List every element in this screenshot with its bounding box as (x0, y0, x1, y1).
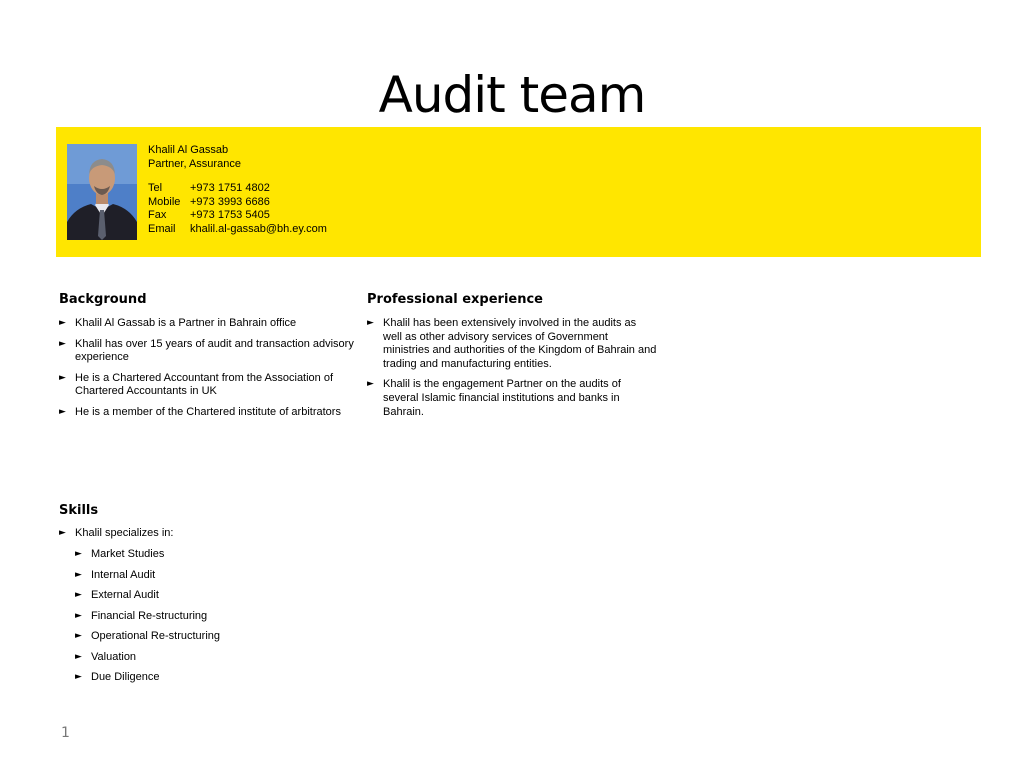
email-link[interactable]: khalil.al-gassab@bh.ey.com (190, 223, 327, 236)
skills-heading: Skills (59, 503, 99, 518)
contact-row-mobile (148, 196, 327, 210)
contact-label: Email (148, 223, 176, 236)
skills-intro-list (59, 527, 359, 548)
profile-role: Partner, Assurance (148, 158, 241, 170)
background-list (59, 317, 354, 427)
contact-card (148, 143, 327, 237)
skill-item: ► Financial Re-structuring (75, 610, 355, 631)
list-item: ► Khalil specializes in: (59, 527, 359, 541)
list-item: ► Khalil has over 15 years of audit and transaction advisory experience (59, 338, 354, 365)
contact-label: Fax (148, 209, 167, 222)
skill-item: ► Internal Audit (75, 569, 355, 590)
contact-row-fax (148, 209, 327, 223)
list-item: ► He is a Chartered Accountant from the Association of Chartered Accountants in UK (59, 372, 354, 399)
contact-table (148, 182, 327, 237)
list-item: ► Khalil is the engagement Partner on the audits of several Islamic financial institutions and banks in Bahrain. (367, 378, 657, 419)
contact-row-email (148, 223, 327, 237)
skill-item: ► Operational Re-structuring (75, 630, 355, 651)
contact-label: Tel (148, 182, 163, 194)
experience-list (367, 317, 657, 426)
contact-value: +973 1753 5405 (190, 209, 270, 222)
list-item: ► Khalil has been extensively involved in the audits as well as other advisory services of Government ministries and authorities of the Kingdom of Bahrain and trading and manufacturing entities. (367, 317, 657, 371)
skill-item: ► Due Diligence (75, 671, 355, 692)
experience-heading: Professional experience (367, 292, 544, 307)
contact-value: +973 1751 4802 (190, 182, 270, 194)
profile-banner (56, 127, 981, 257)
skills-list (75, 548, 355, 692)
contact-label: Mobile (148, 195, 181, 208)
contact-value: +973 3993 6686 (190, 195, 270, 208)
skill-item: ► External Audit (75, 589, 355, 610)
profile-photo (67, 144, 137, 240)
skill-item: ► Valuation (75, 651, 355, 672)
page-title: Audit team (378, 66, 646, 124)
list-item: ► He is a member of the Chartered institute of arbitrators (59, 406, 354, 420)
page-number: 1 (61, 725, 70, 741)
skill-item: ► Market Studies (75, 548, 355, 569)
background-heading: Background (59, 292, 147, 307)
contact-row-tel (148, 182, 327, 196)
profile-name: Khalil Al Gassab (148, 144, 229, 156)
list-item: ► Khalil Al Gassab is a Partner in Bahrain office (59, 317, 354, 331)
